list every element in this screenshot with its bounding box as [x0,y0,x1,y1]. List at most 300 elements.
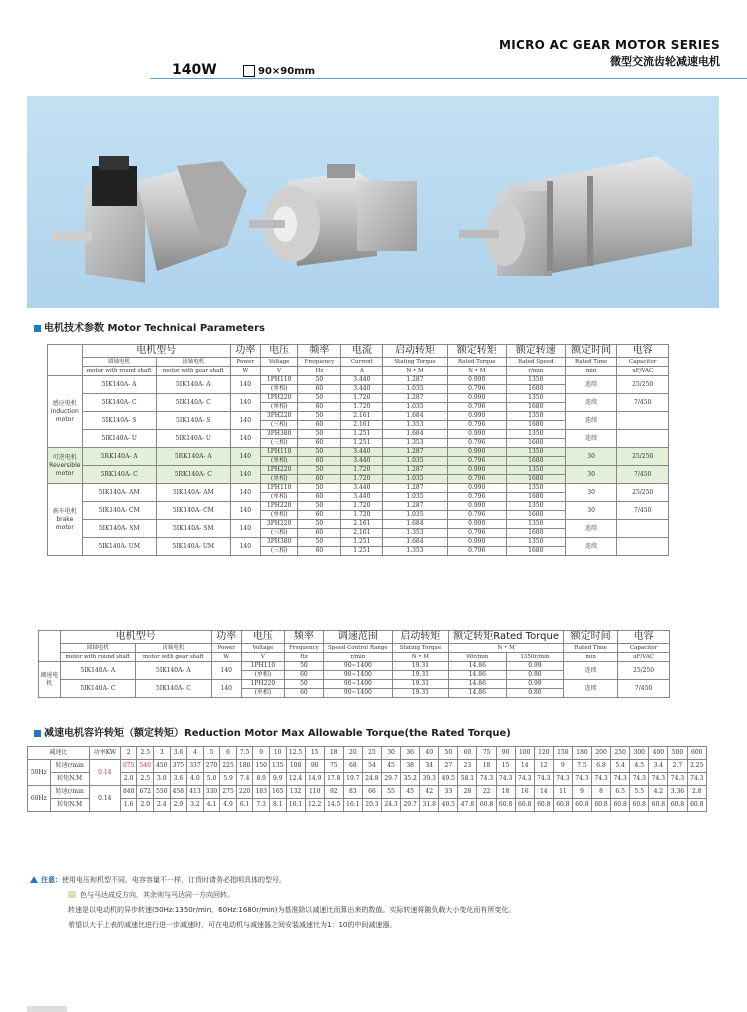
header-cell: W [230,367,260,376]
speed-value: 83 [343,786,362,799]
header-divider [150,78,747,79]
starting-torque-value: 19.31 [392,680,448,689]
capacitor-value: 25/250 [617,376,669,394]
frequency-value: 60 [298,529,341,538]
green-swatch-icon [68,891,76,898]
allowable-torque-table [27,746,707,812]
capacitor-value [617,520,669,538]
header-cell: 1350r/min [506,653,564,662]
torque-value: 2.0 [120,773,137,786]
ratio-value: 180 [572,747,591,760]
voltage-phase: (单相) [260,475,298,484]
current-value: 3.440 [341,457,383,466]
header-cell: Power [211,644,241,653]
table-row [28,786,707,799]
header-cell: 额定转矩 [447,345,506,358]
gear-shaft-model: 5IK140A- SM [156,520,230,538]
rated-torque-value: 0.990 [447,394,506,403]
speed-value: 337 [187,760,204,773]
header-cell: Hz [285,653,324,662]
gear-motor-2-icon [249,164,417,266]
round-shaft-model: 5IK140A- AM [82,484,156,502]
speed-range-value: 90~1400 [323,680,392,689]
speed-value: 110 [305,786,324,799]
rated-speed-value: 1680 [506,403,565,412]
table-row [28,773,707,786]
torque-value: 20.3 [362,799,381,812]
table-row [39,680,670,689]
ratio-value: 500 [668,747,687,760]
section-square-icon [34,325,41,332]
rated-speed-value: 1350 [506,466,565,475]
torque-value: 60.8 [630,799,649,812]
header-cell: V [241,653,284,662]
corner-cell [48,345,83,376]
series-title-cn: 微型交流齿轮减速电机 [610,55,720,68]
torque-value: 8.1 [269,799,286,812]
speed-value: 55 [382,786,401,799]
starting-torque-value: 1.684 [383,520,447,529]
round-shaft-model: 5RK140A- A [82,448,156,466]
torque-value: 58.1 [458,773,477,786]
starting-torque-value: 19.31 [392,689,448,698]
starting-torque-value: 1.035 [383,385,447,394]
header-cell: 圆轴电机 [82,358,156,367]
power-value: 0.14 [89,760,120,786]
ratio-value: 100 [515,747,534,760]
rated-torque-value: 0.990 [447,412,506,421]
round-shaft-model: 5IK140A- S [82,412,156,430]
rated-time-value: 连续 [565,520,617,538]
speed-value: 7.5 [572,760,591,773]
header-cell: Rated Speed [506,358,565,367]
round-shaft-model: 5IK140A- C [82,394,156,412]
capacitor-value: 25/250 [617,484,669,502]
header-cell: 频率 [285,631,324,644]
speed-control-motor-table [38,630,670,698]
torque-value: 3.6 [170,773,187,786]
torque-label: 转矩N.M [50,799,89,812]
rated-time-value: 连续 [565,394,617,412]
ratio-value: 25 [362,747,381,760]
note-line-3: 转速是以电动机的异步转速(50Hz:1350r/min、60Hz:1680r/min)为基准除以减速比而算出来的数值。实际转速将随负载大小变化而有所变化。 [68,906,516,914]
header-cell: 额定转速 [506,345,565,358]
speed-value: 34 [420,760,439,773]
gear-shaft-model: 5IK140A- AM [156,484,230,502]
torque-value: 16.1 [343,799,362,812]
header-cell: Hz [298,367,341,376]
ratio-value: 75 [477,747,496,760]
starting-torque-value: 1.684 [383,412,447,421]
header-cell: Power [230,358,260,367]
rated-time-value: 连续 [565,538,617,556]
speed-value: 18 [496,786,515,799]
corner-cell [39,631,61,662]
rated-time-value: 连续 [564,662,618,680]
torque-value: 49.5 [439,773,458,786]
header-cell: 调速范围 [323,631,392,644]
starting-torque-value: 1.035 [383,493,447,502]
speed-value: 8 [592,786,611,799]
ratio-value: 400 [649,747,668,760]
speed-value: 11 [553,786,572,799]
note-text-2: 色与马达成反方向，其余则与马达同一方向回转。 [80,891,234,899]
rated-speed-value: 1680 [506,457,565,466]
table-row [39,653,670,662]
torque-value: 40.5 [439,799,458,812]
ratio-value: 2.5 [137,747,154,760]
motor-illustration [27,96,719,308]
voltage-value: 1PH220 [260,502,298,511]
speed-value: 458 [170,786,187,799]
header-cell: 圆轴电机 [60,644,136,653]
header-cell: 额定时间 [564,631,618,644]
power-label: 功率KW [89,747,120,760]
current-value: 1.720 [341,502,383,511]
rated-time-value: 30 [565,502,617,520]
voltage-phase: (单相) [260,511,298,520]
table-row [39,662,670,671]
voltage-phase: (三相) [260,421,298,430]
header-cell: N • M [392,653,448,662]
header-cell: motor with gear shaft [156,367,230,376]
voltage-value: 1PH110 [260,484,298,493]
frequency-value: 60 [298,385,341,394]
torque-value: 7.4 [236,773,253,786]
ratio-value: 9 [253,747,270,760]
frequency-value: 50 [298,376,341,385]
header-cell: Stating Torque [383,358,447,367]
torque-value: 2.4 [154,799,171,812]
current-value: 3.440 [341,448,383,457]
starting-torque-value: 1.287 [383,484,447,493]
speed-value: 38 [401,760,420,773]
voltage-phase: (三相) [260,439,298,448]
torque-1350-value: 0.80 [506,671,564,680]
section-square-icon [34,730,41,737]
gear-shaft-model: 5RK140A- C [156,466,230,484]
torque-value: 24.3 [382,799,401,812]
current-value: 1.720 [341,466,383,475]
ratio-value: 3.6 [170,747,187,760]
speed-value: 3.36 [668,786,687,799]
torque-value: 12.2 [305,799,324,812]
torque-value: 5.9 [220,773,237,786]
power-value: 140 [230,538,260,556]
torque-90-value: 14.86 [449,689,507,698]
power-value: 140 [230,520,260,538]
voltage-value: 1PH110 [260,448,298,457]
torque-value: 5.0 [203,773,220,786]
speed-value: 6.5 [611,786,630,799]
torque-value: 39.3 [420,773,439,786]
header-cell: A [341,367,383,376]
round-shaft-model: 5IK140A- CM [82,502,156,520]
voltage-phase: (单相) [260,385,298,394]
ratio-value: 6 [220,747,237,760]
current-value: 2.161 [341,421,383,430]
torque-value: 17.8 [324,773,343,786]
header-cell: 齿轴电机 [156,358,230,367]
header-cell: 启动转矩 [392,631,448,644]
ratio-value: 150 [553,747,572,760]
starting-torque-value: 1.684 [383,538,447,547]
header-cell: Capacitor [617,358,669,367]
speed-value: 22 [477,786,496,799]
rated-torque-value: 0.796 [447,421,506,430]
gear-shaft-model: 5IK140A- C [156,394,230,412]
starting-torque-value: 1.353 [383,439,447,448]
speed-range-value: 90~1400 [323,662,392,671]
torque-value: 60.8 [649,799,668,812]
rated-speed-value: 1680 [506,529,565,538]
header-cell: N • M [449,644,564,653]
header-cell: 电压 [241,631,284,644]
rated-torque-value: 0.990 [447,376,506,385]
round-shaft-model: 5RK140A- C [82,466,156,484]
header-cell: 电容 [617,345,669,358]
gear-shaft-model: 5IK140A- S [156,412,230,430]
ratio-value: 40 [420,747,439,760]
torque-label: 转矩N.M [50,773,89,786]
header-cell: 功率 [211,631,241,644]
torque-value: 12.4 [286,773,305,786]
starting-torque-value: 19.31 [392,662,448,671]
rated-time-value: 连续 [565,412,617,430]
torque-value: 6.1 [236,799,253,812]
torque-value: 24.8 [362,773,381,786]
current-value: 1.720 [341,403,383,412]
rated-speed-value: 1680 [506,385,565,394]
frequency-value: 60 [298,547,341,556]
table-row [48,448,669,457]
capacitor-value: 7/450 [617,502,669,520]
rated-speed-value: 1350 [506,394,565,403]
speed-value: 92 [324,786,343,799]
torque-value: 74.3 [572,773,591,786]
voltage-value: 1PH110 [260,376,298,385]
speed-value: 14 [534,786,553,799]
rated-time-value: 连续 [565,430,617,448]
header-cell: motor with round shaft [60,653,136,662]
voltage-value: 1PH220 [260,394,298,403]
torque-value: 14.9 [305,773,324,786]
starting-torque-value: 1.353 [383,421,447,430]
series-title-en: MICRO AC GEAR MOTOR SERIES [499,38,720,52]
table-row [48,466,669,475]
frequency-label: 60Hz [28,786,51,812]
header-cell: motor with gear shaft [136,653,212,662]
torque-value: 4.1 [203,799,220,812]
torque-value: 74.3 [477,773,496,786]
current-value: 3.440 [341,493,383,502]
speed-value: 68 [343,760,362,773]
rated-speed-value: 1350 [506,538,565,547]
torque-value: 60.8 [572,799,591,812]
torque-1350-value: 0.99 [506,680,564,689]
header-cell: min [565,367,617,376]
frequency-value: 50 [298,466,341,475]
torque-value: 60.8 [534,799,553,812]
starting-torque-value: 1.287 [383,394,447,403]
capacitor-value: 7/450 [617,394,669,412]
torque-value: 60.8 [611,799,630,812]
rated-torque-value: 0.990 [447,538,506,547]
rated-torque-value: 0.796 [447,547,506,556]
capacitor-value: 7/450 [618,680,670,698]
speed-range-value: 90~1400 [323,671,392,680]
frequency-value: 50 [298,502,341,511]
gear-shaft-model: 5IK140A- A [136,662,212,680]
ratio-value: 60 [458,747,477,760]
speed-value: 33 [439,786,458,799]
gear-shaft-model: 5IK140A- CM [156,502,230,520]
header-cell: 功率 [230,345,260,358]
ratio-value: 600 [687,747,707,760]
torque-value: 74.3 [630,773,649,786]
header-cell: r/min [506,367,565,376]
torque-value: 29.7 [382,773,401,786]
voltage-phase: (单相) [241,689,284,698]
torque-90-value: 14.86 [449,671,507,680]
torque-value: 9.9 [269,773,286,786]
speed-value: 2.8 [687,786,707,799]
header-cell: 启动转矩 [383,345,447,358]
rated-speed-value: 1350 [506,502,565,511]
rated-time-value: 30 [565,484,617,502]
torque-value: 47.8 [458,799,477,812]
torque-value: 74.3 [611,773,630,786]
note-text-1: 使用电压和机型不同，电容容量不一样，订货时请务必指明具体的型号。 [62,876,286,884]
warning-triangle-icon [30,876,38,883]
voltage-value: 1PH220 [241,680,284,689]
torque-value: 1.6 [120,799,137,812]
speed-value: 225 [220,760,237,773]
voltage-value: 3PH220 [260,520,298,529]
frequency-value: 60 [298,403,341,412]
current-value: 1.251 [341,538,383,547]
square-frame-icon [243,65,255,77]
speed-value: 132 [286,786,305,799]
group-label: 刹车电机 brake motor [48,484,83,556]
torque-value: 4.0 [187,773,204,786]
speed-value: 4.2 [649,786,668,799]
header-cell: uF/VAC [618,653,670,662]
gear-shaft-model: 5IK140A- C [136,680,212,698]
starting-torque-value: 1.287 [383,376,447,385]
speed-value: 220 [236,786,253,799]
speed-value: 14 [515,760,534,773]
frequency-value: 60 [298,439,341,448]
current-value: 2.161 [341,412,383,421]
torque-90-value: 14.86 [449,680,507,689]
torque-value: 60.8 [687,799,707,812]
header-cell: 90r/min [449,653,507,662]
torque-value: 2.5 [137,773,154,786]
capacitor-value: 7/450 [617,466,669,484]
rated-speed-value: 1350 [506,484,565,493]
torque-value: 74.3 [668,773,687,786]
speed-value: 75 [324,760,343,773]
power-rating: 140W [172,62,217,78]
speed-value: 150 [253,760,270,773]
starting-torque-value: 1.353 [383,547,447,556]
rated-torque-value: 0.796 [447,403,506,412]
header-cell: V [260,367,298,376]
header-cell: Rated Torque [447,358,506,367]
voltage-phase: (三相) [260,529,298,538]
frequency-value: 50 [298,484,341,493]
header-cell: N • M [383,367,447,376]
frequency-value: 50 [285,662,324,671]
speed-value: 66 [362,786,381,799]
starting-torque-value: 1.684 [383,430,447,439]
speed-value: 672 [137,786,154,799]
speed-value: 550 [154,786,171,799]
torque-value: 14.5 [324,799,343,812]
frequency-label: 50Hz [28,760,51,786]
starting-torque-value: 1.035 [383,403,447,412]
torque-value: 35.2 [401,773,420,786]
round-shaft-model: 5IK140A- A [60,662,136,680]
starting-torque-value: 1.035 [383,475,447,484]
torque-value: 74.3 [592,773,611,786]
header-cell: Capacitor [618,644,670,653]
ratio-value: 50 [439,747,458,760]
group-label: 可逆电机 Reversible motor [48,448,83,484]
frequency-value: 60 [285,671,324,680]
torque-value: 19.7 [343,773,362,786]
motor-parameters-table [47,344,669,556]
frame-size: 90×90mm [258,66,316,77]
frequency-value: 50 [298,520,341,529]
speed-value: 23 [458,760,477,773]
ratio-value: 4 [187,747,204,760]
rated-speed-value: 1350 [506,520,565,529]
header-cell: Voltage [260,358,298,367]
table-row [48,394,669,403]
table-row [48,502,669,511]
power-value: 140 [211,680,241,698]
torque-value: 74.3 [687,773,707,786]
rated-speed-value: 1680 [506,475,565,484]
rated-speed-value: 1680 [506,547,565,556]
speed-value: 27 [439,760,458,773]
table-row [48,376,669,385]
frequency-value: 60 [298,475,341,484]
speed-value: 675 [120,760,137,773]
current-value: 2.161 [341,529,383,538]
note-line-4: 希望以大于上表的减速比进行进一步减速时，可在电动机与减速器之间安装减速比为1：10的中间减速器。 [68,921,397,929]
power-value: 140 [230,466,260,484]
header-cell: 额定时间 [565,345,617,358]
header-cell: 额定转矩Rated Torque [449,631,564,644]
power-value: 140 [230,430,260,448]
ratio-value: 18 [324,747,343,760]
ratio-value: 300 [630,747,649,760]
note-line-1 [30,873,730,888]
rated-torque-value: 0.796 [447,493,506,502]
voltage-phase: (单相) [260,493,298,502]
table-row [48,367,669,376]
speed-value: 12 [534,760,553,773]
header-cell: 电压 [260,345,298,358]
round-shaft-model: 5IK140A- C [60,680,136,698]
rated-torque-value: 0.796 [447,457,506,466]
speed-value: 108 [286,760,305,773]
frequency-value: 50 [298,430,341,439]
torque-value: 29.7 [401,799,420,812]
